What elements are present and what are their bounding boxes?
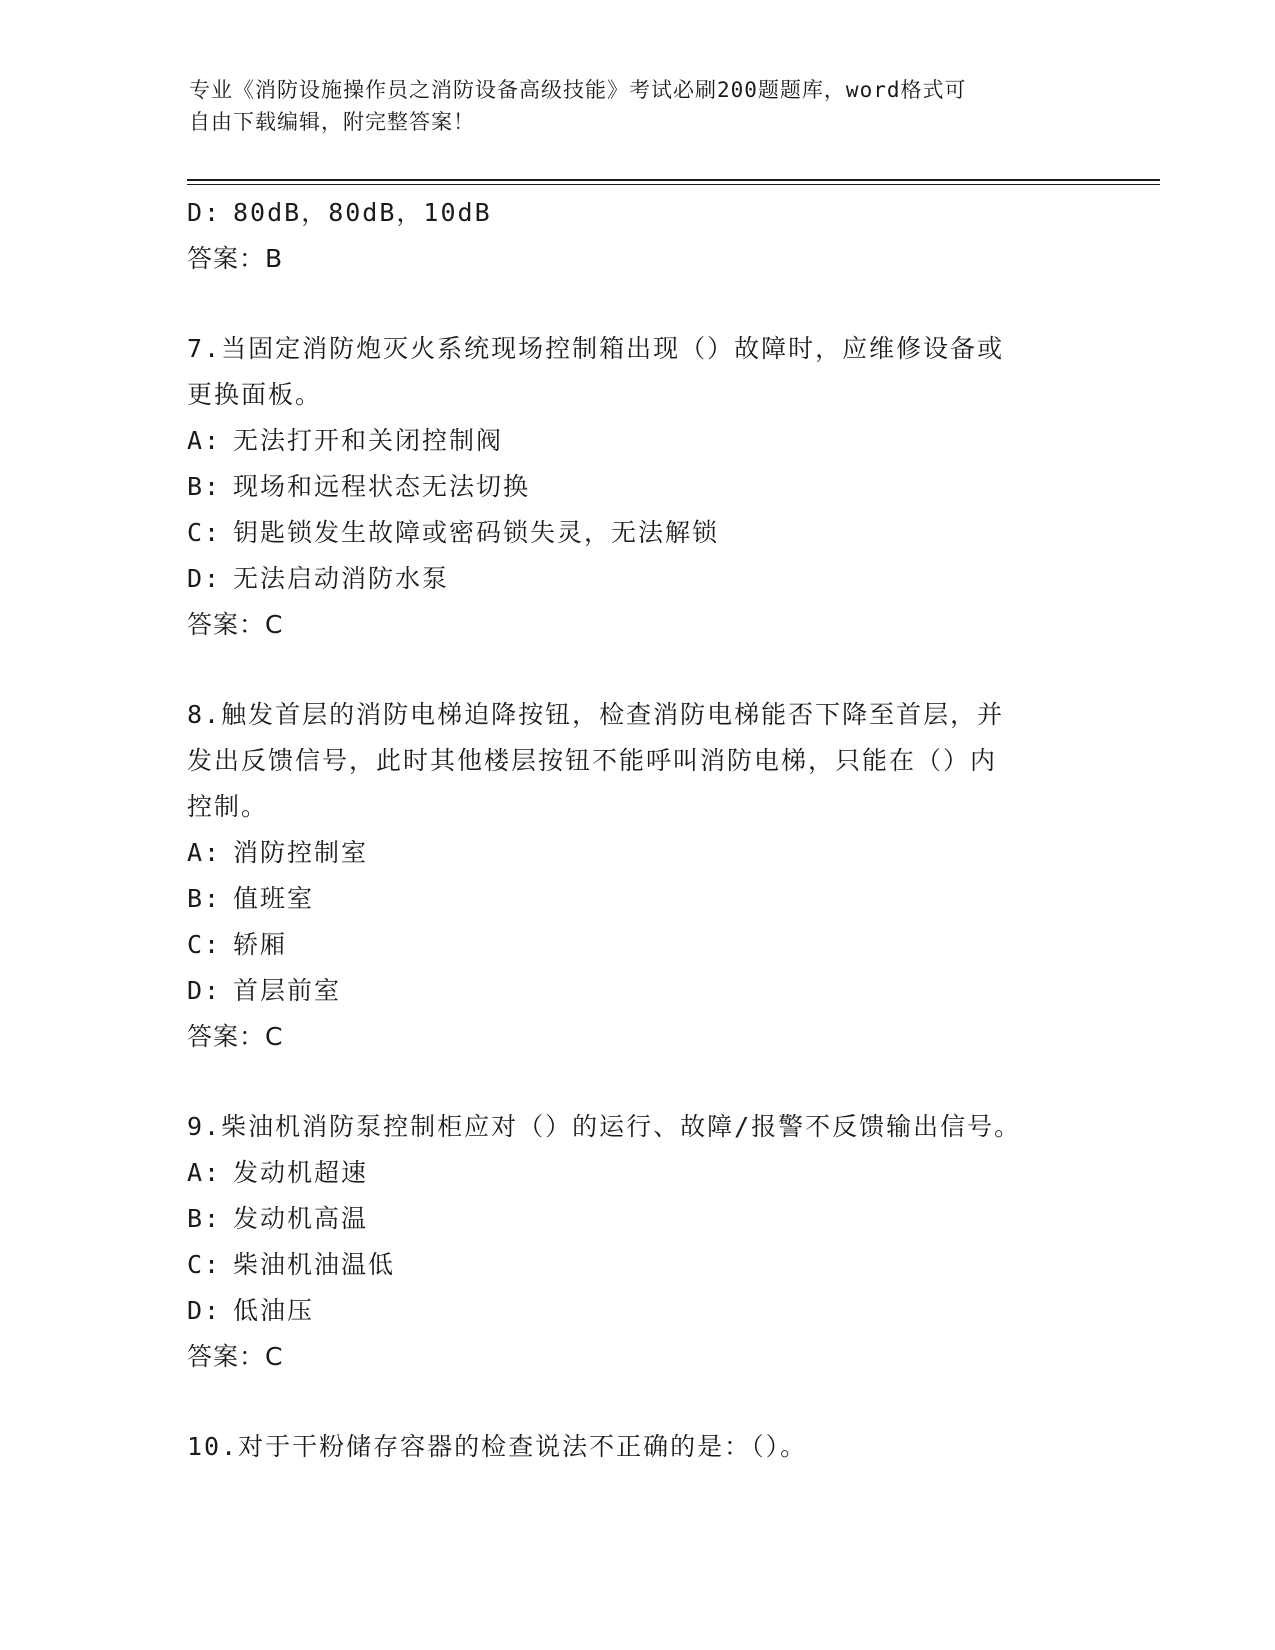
option-b xyxy=(187,464,1107,510)
option-letter: D: xyxy=(187,198,222,227)
option-a xyxy=(187,830,1107,876)
option-letter: C: xyxy=(187,1250,222,1279)
answer-line: 答案：C xyxy=(187,1342,284,1371)
spacer xyxy=(187,1060,1107,1104)
option-a xyxy=(187,1150,1107,1196)
option-d xyxy=(187,190,1107,236)
question-6 xyxy=(187,190,1107,282)
option-text: 首层前室 xyxy=(233,976,342,1005)
question-stem: 更换面板。 xyxy=(187,380,323,409)
option-letter: D: xyxy=(187,564,222,593)
option-text: 发动机超速 xyxy=(233,1158,369,1187)
option-text: 无法启动消防水泵 xyxy=(233,564,450,593)
option-b xyxy=(187,876,1107,922)
option-b xyxy=(187,1196,1107,1242)
option-letter: C: xyxy=(187,518,222,547)
option-text: 80dB，80dB，10dB xyxy=(233,198,492,227)
option-letter: B: xyxy=(187,884,222,913)
option-text: 柴油机油温低 xyxy=(233,1250,396,1279)
option-letter: D: xyxy=(187,976,222,1005)
question-stem: 发出反馈信号，此时其他楼层按钮不能呼叫消防电梯，只能在（）内 xyxy=(187,746,998,775)
option-d xyxy=(187,968,1107,1014)
question-list xyxy=(187,190,1107,1470)
option-text: 低油压 xyxy=(233,1296,315,1325)
question-9 xyxy=(187,1104,1107,1380)
option-letter: A: xyxy=(187,1158,222,1187)
spacer xyxy=(187,282,1107,326)
option-letter: C: xyxy=(187,930,222,959)
option-c xyxy=(187,922,1107,968)
page-header xyxy=(189,74,1089,138)
option-letter: B: xyxy=(187,472,222,501)
option-d xyxy=(187,556,1107,602)
option-text: 值班室 xyxy=(233,884,315,913)
option-letter: B: xyxy=(187,1204,222,1233)
answer-line: 答案：B xyxy=(187,244,284,273)
option-text: 发动机高温 xyxy=(233,1204,369,1233)
option-text: 钥匙锁发生故障或密码锁失灵，无法解锁 xyxy=(233,518,720,547)
option-c xyxy=(187,1242,1107,1288)
option-d xyxy=(187,1288,1107,1334)
header-divider-thick xyxy=(187,179,1160,181)
spacer xyxy=(187,648,1107,692)
option-a xyxy=(187,418,1107,464)
question-10 xyxy=(187,1424,1107,1470)
header-title-line-2: 自由下载编辑，附完整答案！ xyxy=(189,110,475,134)
question-stem: 9.柴油机消防泵控制柜应对（）的运行、故障/报警不反馈输出信号。 xyxy=(187,1112,1022,1141)
option-text: 消防控制室 xyxy=(233,838,369,867)
answer-line: 答案：C xyxy=(187,1022,284,1051)
question-7 xyxy=(187,326,1107,648)
option-letter: A: xyxy=(187,838,222,867)
header-title-line-1: 专业《消防设施操作员之消防设备高级技能》考试必刷200题题库，word格式可 xyxy=(189,78,967,102)
question-stem: 10.对于干粉储存容器的检查说法不正确的是：（）。 xyxy=(187,1432,808,1461)
header-divider-thin xyxy=(187,184,1160,185)
question-stem: 8.触发首层的消防电梯迫降按钮，检查消防电梯能否下降至首层，并 xyxy=(187,700,1005,729)
option-letter: D: xyxy=(187,1296,222,1325)
option-letter: A: xyxy=(187,426,222,455)
answer-line: 答案：C xyxy=(187,610,284,639)
option-c xyxy=(187,510,1107,556)
option-text: 现场和远程状态无法切换 xyxy=(233,472,531,501)
spacer xyxy=(187,1380,1107,1424)
question-8 xyxy=(187,692,1107,1060)
question-stem: 控制。 xyxy=(187,792,269,821)
option-text: 轿厢 xyxy=(233,930,288,959)
question-stem: 7.当固定消防炮灭火系统现场控制箱出现（）故障时，应维修设备或 xyxy=(187,334,1005,363)
option-text: 无法打开和关闭控制阀 xyxy=(233,426,504,455)
